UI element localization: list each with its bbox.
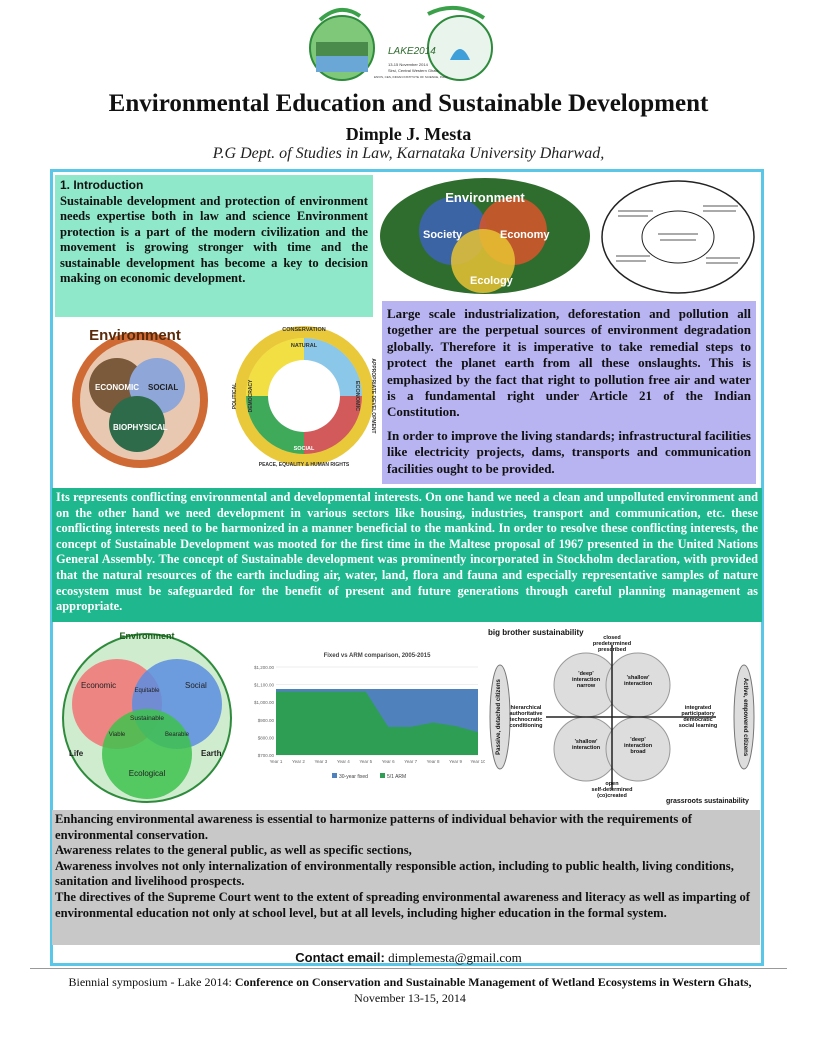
venn2-social-label: SOCIAL (148, 383, 179, 392)
awareness-line-4: The directives of the Supreme Court went to the extent of spreading environmental awareness and literacy as well as imparting of environmental education not only at school level, but at all levels, including higher education in the formal system. (55, 889, 750, 920)
venn1-society-label: Society (423, 229, 463, 241)
quad-side-left: Passive, detached citizens (496, 679, 502, 755)
author-affiliation: P.G Dept. of Studies in Law, Karnataka University Dharwad, (212, 145, 605, 162)
quad-footer: grassroots sustainability (666, 798, 749, 805)
chart-xtick-label: Year 4 (336, 759, 350, 764)
chart-legend-swatch-fixed (332, 773, 337, 778)
chart-ytick-label: $1,000.00 (253, 700, 274, 706)
wheel-bottom-label: SOCIAL (293, 446, 315, 452)
quad-side-right: Active, empowered citizens (742, 677, 748, 757)
venn3-earth-label: Earth (201, 749, 222, 758)
wheel-left-label: POLITICAL (232, 382, 238, 410)
chart-legend-swatch-arm (380, 773, 385, 778)
venn3-life-label: Life (69, 749, 84, 758)
chart-xtick-label: Year 2 (292, 759, 305, 764)
living-standards-paragraph: In order to improve the living standards; infrastructural facilities like electricity projects, dams, transports and communication facilities ought to be provided. (387, 427, 751, 476)
quad-q2-label: 'shallow' interaction (623, 675, 653, 687)
venn3-economic-label: Economic (81, 681, 117, 690)
chart-ytick-label: $800.00 (257, 735, 274, 741)
venn3-env-label: Environment (119, 631, 175, 641)
chart-ytick-label: $1,200.00 (253, 665, 274, 670)
chart-xtick-label: Year 1 (269, 759, 283, 764)
lake2014-logo (300, 0, 515, 88)
wheel-right2-label: APPROPRIATE DEVELOPMENT (370, 358, 376, 434)
contact-label: Contact email: (295, 950, 385, 965)
contact-email[interactable]: dimplemesta@gmail.com (388, 950, 522, 965)
footer-suffix: November 13-15, 2014 (354, 991, 466, 1005)
chart-xtick-label: Year 8 (426, 759, 440, 764)
awareness-line-3: Awareness involves not only internalization of environmentally responsible action, including to public health, living conditions, sanitation and livelihood prospects. (55, 858, 734, 889)
venn1-env-label: Environment (445, 190, 525, 205)
chart-xtick-label: Year 6 (381, 759, 395, 764)
venn3-bearable-label: Bearable (164, 732, 190, 738)
wheel-top2-label: NATURAL (290, 343, 318, 349)
venn1-ecology-label: Ecology (470, 275, 513, 287)
intro-box (55, 175, 373, 317)
quad-title: big brother sustainability (488, 628, 584, 637)
venn3-ecological-label: Ecological (128, 769, 166, 778)
chart-ytick-label: $700.00 (257, 753, 274, 758)
wheel-top-label: CONSERVATION (282, 327, 326, 333)
contact-line (0, 950, 817, 966)
venn-economic-social-biophysical (55, 322, 225, 470)
chart-legend-arm: 5/1 ARM (387, 774, 407, 780)
awareness-line-2: Awareness relates to the general public, as well as specific sections, (55, 843, 412, 858)
venn-sustainable-development (55, 626, 235, 804)
awareness-line-1: Enhancing environmental awareness is essential to harmonize patterns of individual behavior with the requirements of environmental conservation. (55, 812, 692, 842)
wheel-right-label: ECONOMIC (354, 380, 360, 412)
footer (60, 974, 760, 1006)
quad-top-label: closed predetermined prescribed (592, 635, 632, 653)
intro-text: Sustainable development and protection of environment needs expertise both in law and science Environment protection is a part of the modern civilization and the movement is growing stronger with time and the sustainable development has become a key to decision making on economic development. (60, 193, 368, 285)
degradation-box (382, 301, 756, 484)
conflicting-interests-text: Its represents conflicting environmental and developmental interests. On one hand we need a clean and unpolluted environment and on the other hand we need development in various sectors like housing, industries, transport and communication, etc. these conflicting interests need to be harmonized in a manner beneficial to the mankind. In order to resolve these conflicting interests, the concept of Sustainable Development was mooted for the first time in the Maltese proposal of 1967 presented in the United Nations General Assembly. The concept of Sustainable development was prominently incorporated in Stockholm declaration, with provided that the natural resources of the earth including air, water, land, flora and fauna and especially representative samples of nature ecosystem must be safeguarded for the benefit of present and future generations through careful planning management as appropriate. (56, 490, 758, 614)
author-name: Dimple J. Mesta (345, 124, 472, 144)
footer-conference: Conference on Conservation and Sustainable Management of Wetland Ecosystems in Western Ghats, (234, 975, 752, 989)
chart-ytick-label: $1,100.00 (253, 682, 274, 688)
chart-legend-fixed: 30-year fixed (339, 774, 368, 780)
quad-q4-label: 'deep' interaction broad (623, 737, 653, 755)
intro-heading: 1. Introduction (60, 178, 144, 192)
venn3-equitable-label: Equitable (134, 688, 160, 694)
chart-xtick-label: Year 3 (314, 759, 328, 764)
footer-divider (30, 968, 787, 969)
chart-xtick-label: Year 7 (404, 759, 418, 764)
quad-left-label: hierarchical authoritative technocratic conditioning (509, 705, 543, 729)
sustainability-wheel-diagram (228, 320, 380, 470)
chart-xtick-label: Year 9 (449, 759, 462, 764)
chart-xtick-label: Year 5 (359, 759, 373, 764)
venn2-biophysical-label: BIOPHYSICAL (113, 423, 168, 432)
logo-name: LAKE2014 (388, 46, 436, 57)
chart-ytick-label: $900.00 (257, 717, 274, 723)
chart-title: Fixed vs ARM comparison, 2005-2015 (323, 653, 431, 659)
fixed-vs-arm-chart (240, 645, 485, 785)
venn2-economic-label: ECONOMIC (95, 383, 139, 392)
quad-q3-label: 'shallow' interaction (571, 739, 601, 751)
venn3-social-label: Social (185, 681, 207, 690)
quad-bottom-label: open self-determined (co)created (591, 781, 633, 799)
chart-xtick-label: Year 10 (470, 759, 485, 764)
venn2-title: Environment (89, 327, 181, 344)
venn-environment-society-economy (378, 176, 593, 296)
venn3-sustainable-label: Sustainable (130, 715, 164, 722)
venn1-economy-label: Economy (500, 229, 550, 241)
awareness-box (52, 810, 760, 945)
page-title: Environmental Education and Sustainable Development (108, 90, 709, 117)
degradation-paragraph: Large scale industrialization, deforestation and pollution all together are the perpetual sources of environment degradation globally. Therefore it is imperative to take remedial steps to protect the planet earth from all these onslaughts. This is emphasized by the fact that right to pollution free air and water is a fundamental right under Article 21 of the Indian Constitution. (387, 306, 751, 420)
logo-org: ENVIS, CES, INDIAN INSTITUTE OF SCIENCE, INDIA (374, 75, 448, 79)
logo-dates: 13-15 November 2014 (388, 62, 428, 67)
sketch-diagram (598, 176, 758, 298)
footer-prefix: Biennial symposium - Lake 2014: (68, 975, 235, 989)
logo-venue: Sirsi, Central Western Ghats (388, 68, 439, 73)
venn3-viable-label: Viable (108, 732, 126, 738)
conflicting-interests-box (52, 488, 762, 622)
quad-q1-label: 'deep' interaction narrow (571, 671, 601, 689)
quad-right-label: integrated participatory democratic social learning (678, 705, 718, 729)
wheel-bottom2-label: PEACE, EQUALITY & HUMAN RIGHTS (258, 462, 350, 468)
wheel-left2-label: DEMOCRACY (248, 379, 254, 413)
sustainability-quadrant-diagram (486, 625, 760, 807)
